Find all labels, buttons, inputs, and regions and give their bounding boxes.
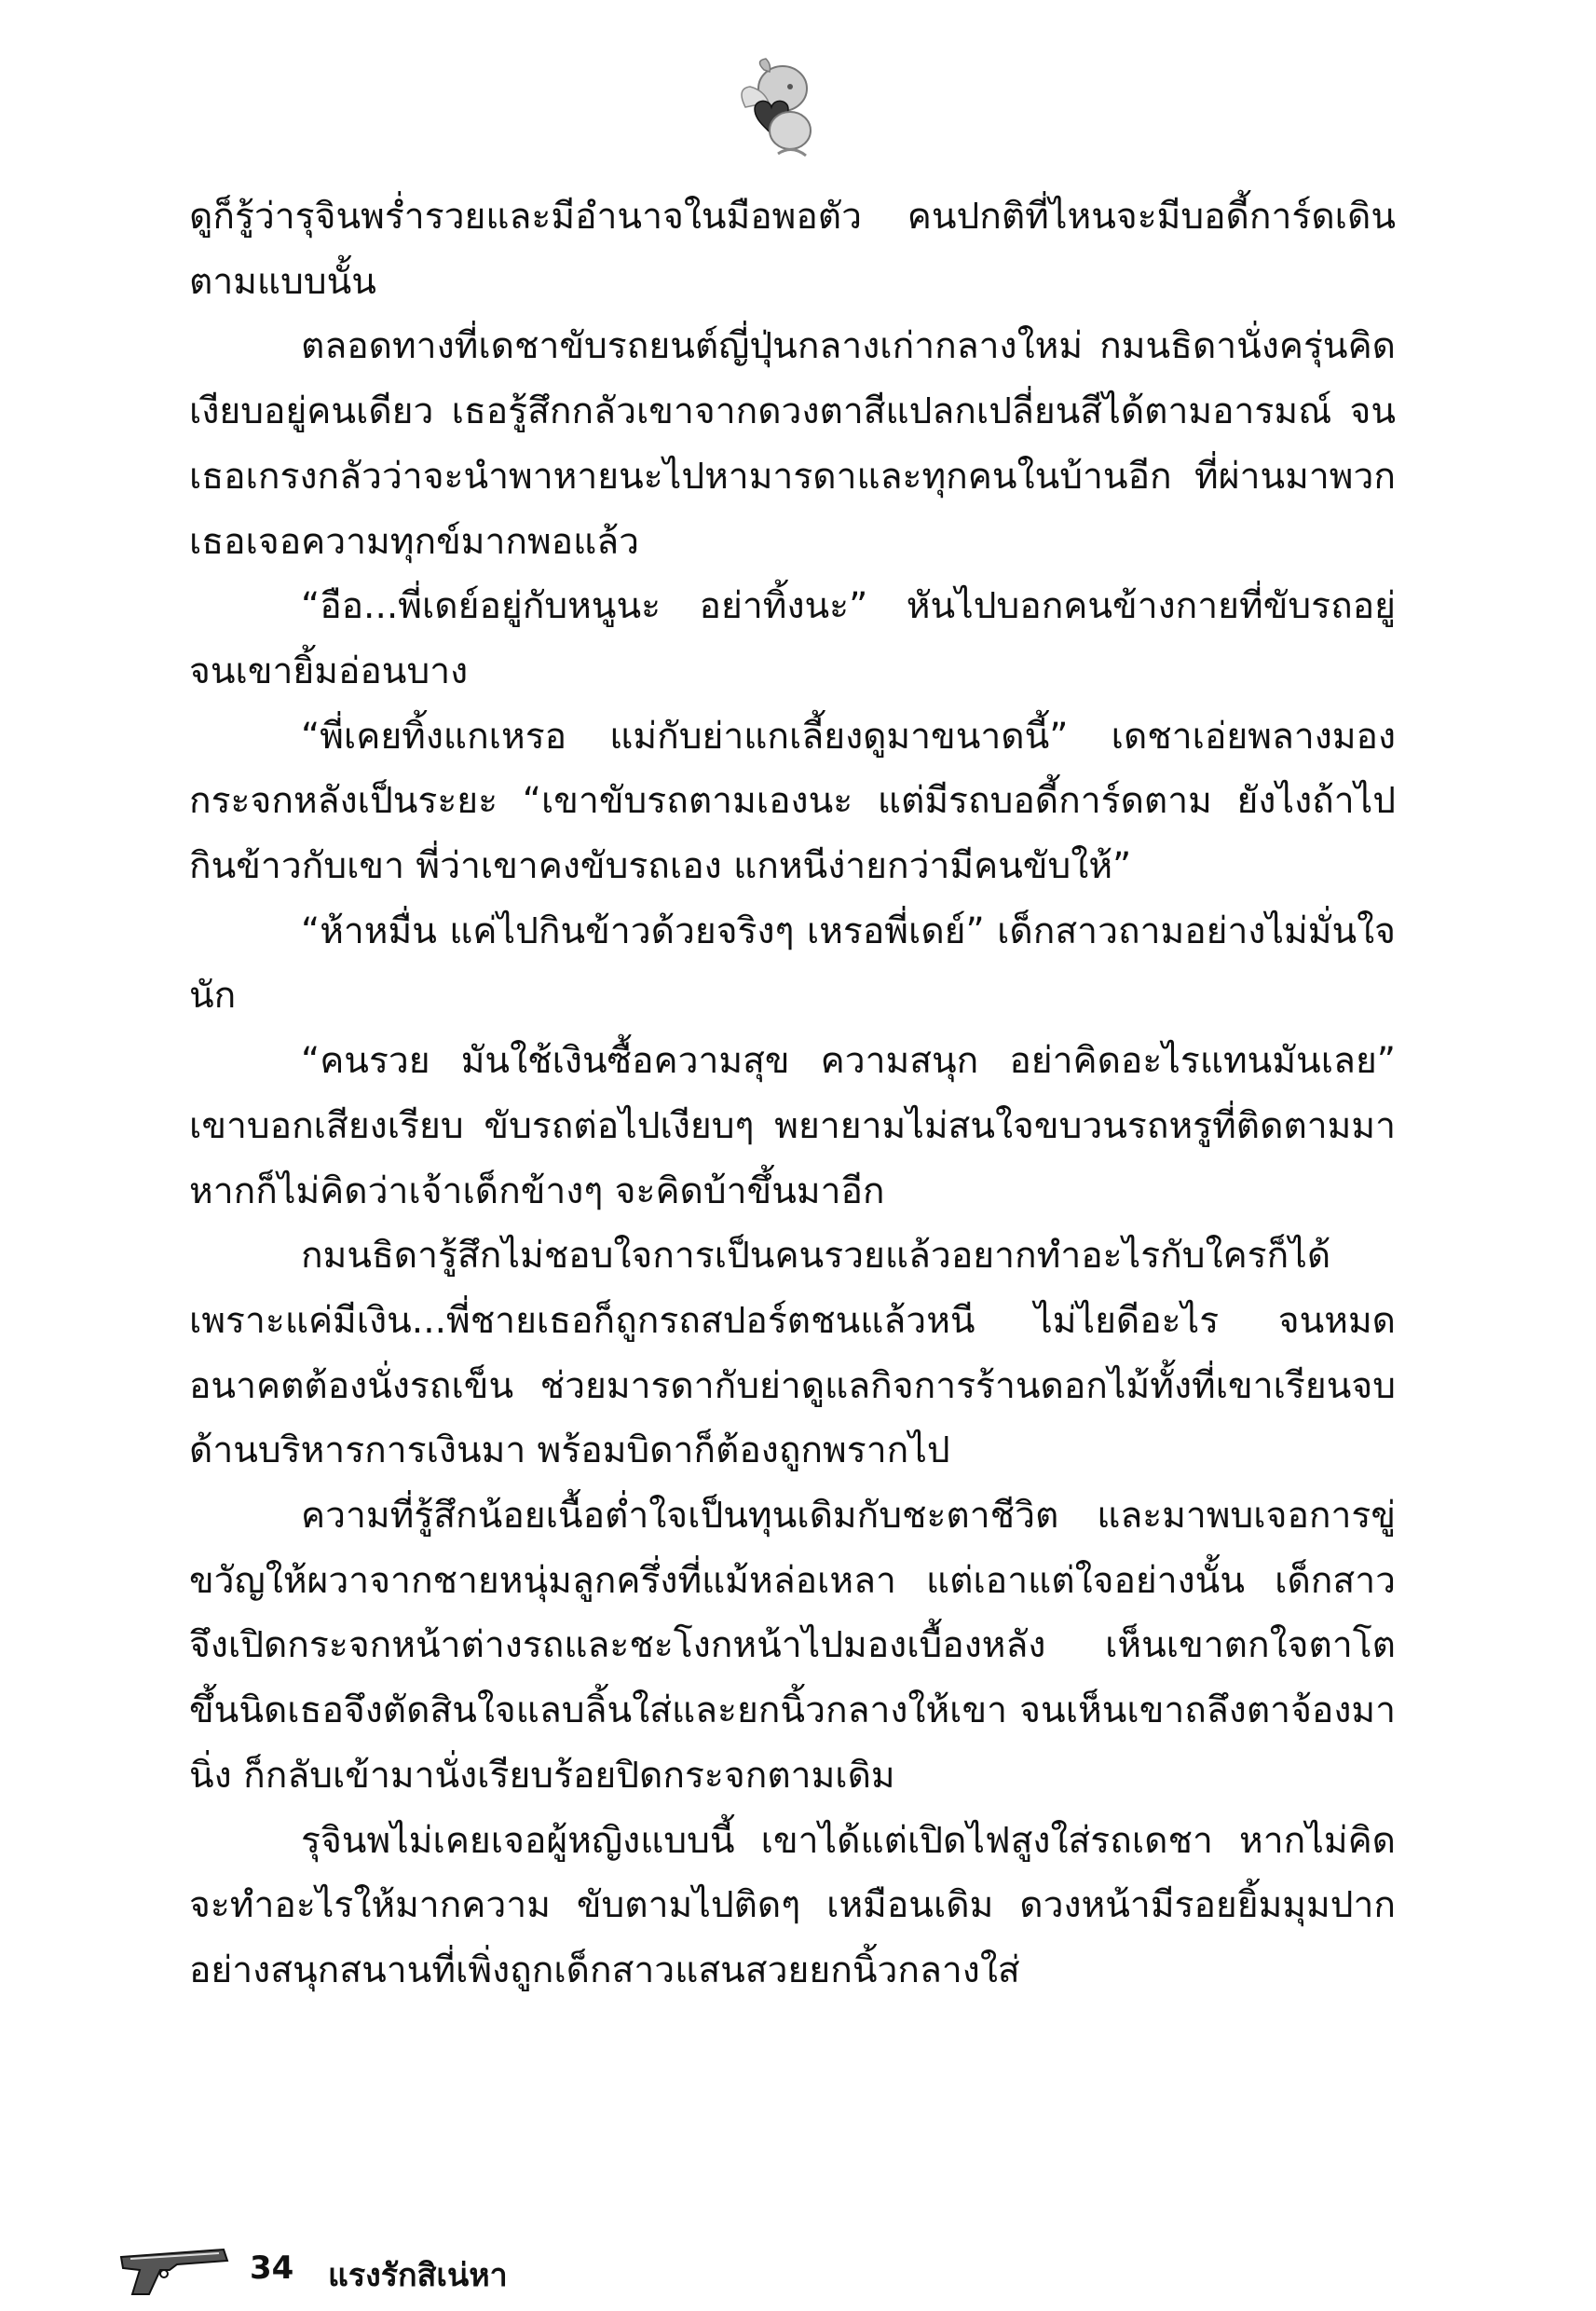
book-title: แรงรักสิเน่หา <box>328 2257 508 2294</box>
paragraph: ความที่รู้สึกน้อยเนื้อต่ำใจเป็นทุนเดิมกับชะตาชีวิต และมาพบเจอการขู่ขวัญให้ผวาจากชายหนุ่มลูกครึ่งที่แม้หล่อเหลา แต่เอาแต่ใจอย่างนั้น เด็กสาวจึงเปิดกระจกหน้าต่างรถและชะโงกหน้าไปมองเบื้องหลัง เห็นเขาตกใจตาโตขึ้นนิดเธอจึงตัดสินใจแลบลิ้นใส่และยกนิ้วกลางให้เขา จนเห็นเขาถลึงตาจ้องมานิ่ง ก็กลับเข้ามานั่งเรียบร้อยปิดกระจกตามเดิม <box>189 1495 1396 1797</box>
paragraph: กมนธิดารู้สึกไม่ชอบใจการเป็นคนรวยแล้วอยากทำอะไรกับใครก็ได้ เพราะแค่มีเงิน...พี่ชายเธอก็ถูกรถสปอร์ตชนแล้วหนี ไม่ไยดีอะไร จนหมดอนาคตต้องนั่งรถเข็น ช่วยมารดากับย่าดูแลกิจการร้านดอกไม้ทั้งที่เขาเรียนจบด้านบริหารการเงินมา พร้อมบิดาก็ต้องถูกพรากไป <box>189 1235 1396 1472</box>
paragraph: รุจินพไม่เคยเจอผู้หญิงแบบนี้ เขาได้แต่เปิดไฟสูงใส่รถเดชา หากไม่คิดจะทำอะไรให้มากความ ขับตามไปติดๆ เหมือนเดิม ดวงหน้ามีรอยยิ้มมุมปากอย่างสนุกสนานที่เพิ่งถูกเด็กสาวแสนสวยยกนิ้วกลางใส่ <box>189 1819 1396 1991</box>
paragraph: ตลอดทางที่เดชาขับรถยนต์ญี่ปุ่นกลางเก่ากลางใหม่ กมนธิดานั่งครุ่นคิดเงียบอยู่คนเดียว เธอรู้สึกกลัวเขาจากดวงตาสีแปลกเปลี่ยนสีได้ตามอารมณ์ จนเธอเกรงกลัวว่าจะนำพาหายนะไปหามารดาและทุกคนในบ้านอีก ที่ผ่านมาพวกเธอเจอความทุกข์มากพอแล้ว <box>189 325 1396 563</box>
paragraph: ดูก็รู้ว่ารุจินพร่ำรวยและมีอำนาจในมือพอตัว คนปกติที่ไหนจะมีบอดี้การ์ดเดินตามแบบนั้น <box>189 196 1396 303</box>
paragraph: “ห้าหมื่น แค่ไปกินข้าวด้วยจริงๆ เหรอพี่เดย์” เด็กสาวถามอย่างไม่มั่นใจนัก <box>189 909 1396 1018</box>
cupid-with-heart-icon <box>727 51 829 163</box>
pistol-icon <box>112 2236 242 2302</box>
page-number: 34 <box>250 2249 294 2287</box>
body-text <box>189 185 1396 2003</box>
paragraph: “พี่เคยทิ้งแกเหรอ แม่กับย่าแกเลี้ยงดูมาขนาดนี้” เดชาเอ่ยพลางมองกระจกหลังเป็นระยะ “เขาขับรถตามเองนะ แต่มีรถบอดี้การ์ดตาม ยังไงถ้าไปกินข้าวกับเขา พี่ว่าเขาคงขับรถเอง แกหนีง่ายกว่ามีคนขับให้” <box>189 715 1396 888</box>
paragraph: “อือ...พี่เดย์อยู่กับหนูนะ อย่าทิ้งนะ” หันไปบอกคนข้างกายที่ขับรถอยู่ จนเขายิ้มอ่อนบาง <box>189 585 1396 692</box>
paragraph: “คนรวย มันใช้เงินซื้อความสุข ความสนุก อย่าคิดอะไรแทนมันเลย” เขาบอกเสียงเรียบ ขับรถต่อไปเงียบๆ พยายามไม่สนใจขบวนรถหรูที่ติดตามมา หากก็ไม่คิดว่าเจ้าเด็กข้างๆ จะคิดบ้าขึ้นมาอีก <box>189 1040 1396 1212</box>
page-footer <box>112 2236 671 2302</box>
